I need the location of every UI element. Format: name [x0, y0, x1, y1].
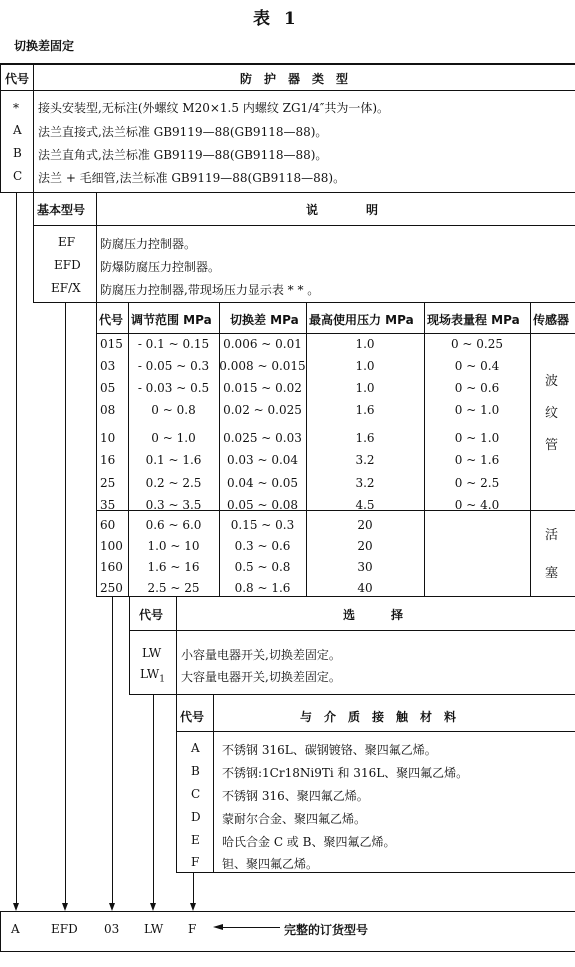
material-text: 哈氏合金 C 或 B、聚四氟乙烯。 — [222, 835, 396, 849]
range-cell-diff: 0.15 ~ 0.3 — [230, 518, 295, 532]
range-cell-diff: 0.3 ~ 0.6 — [234, 539, 291, 553]
range-cell-adjust: 0.2 ~ 2.5 — [145, 476, 202, 490]
range-cell-diff: 0.05 ~ 0.08 — [226, 498, 299, 512]
arrow-down-icon — [13, 903, 19, 911]
range-header-sensor: 传感器 — [533, 313, 570, 327]
range-cell-code: 160 — [100, 560, 123, 574]
range-cell-diff: 0.015 ~ 0.02 — [223, 381, 302, 395]
switch-header-code: 代号 — [139, 608, 164, 622]
basic-code: EF — [58, 235, 76, 249]
range-cell-diff: 0.03 ~ 0.04 — [226, 453, 299, 467]
basic-header-code: 基本型号 — [37, 203, 86, 217]
range-cell-code: 100 — [100, 539, 123, 553]
range-header-maxpressure: 最高使用压力 MPa — [309, 313, 414, 327]
range-cell-adjust: 0.6 ~ 6.0 — [145, 518, 202, 532]
basic-code: EFD — [54, 258, 81, 272]
switch-code: LW — [142, 646, 162, 660]
range-cell-diff: 0.006 ~ 0.01 — [223, 337, 302, 351]
range-cell-diff: 0.008 ~ 0.015 — [219, 359, 306, 373]
sensor-bellows-char: 纹 — [545, 406, 559, 421]
order-label: 完整的订货型号 — [284, 923, 369, 937]
protector-code: * — [13, 101, 19, 115]
range-cell-maxpressure: 40 — [357, 581, 373, 595]
protector-code: B — [13, 146, 22, 160]
protector-header-title: 防 护 器 类 型 — [240, 72, 349, 86]
order-part: EFD — [51, 922, 78, 936]
range-cell-diff: 0.02 ~ 0.025 — [223, 403, 302, 417]
range-cell-adjust: 1.0 ~ 10 — [147, 539, 200, 553]
basic-header-title: 说 明 — [306, 203, 379, 217]
range-cell-code: 16 — [100, 453, 116, 467]
range-cell-adjust: 0 ~ 1.0 — [151, 431, 196, 445]
switch-text: 小容量电器开关,切换差固定。 — [181, 648, 341, 662]
table-title: 表 1 — [253, 9, 300, 29]
sensor-bellows-char: 波 — [545, 374, 559, 389]
material-code: A — [191, 741, 200, 755]
range-cell-code: 05 — [100, 381, 116, 395]
material-header-code: 代号 — [180, 710, 205, 724]
range-cell-adjust: 2.5 ~ 25 — [147, 581, 200, 595]
range-cell-diff: 0.025 ~ 0.03 — [223, 431, 302, 445]
basic-text: 防爆防腐压力控制器。 — [100, 260, 221, 274]
range-cell-adjust: 1.6 ~ 16 — [147, 560, 200, 574]
sensor-bellows-char: 管 — [545, 438, 559, 453]
range-cell-code: 10 — [100, 431, 116, 445]
range-cell-adjust: 0.1 ~ 1.6 — [145, 453, 202, 467]
material-text: 不锈钢:1Cr18Ni9Ti 和 316L、聚四氟乙烯。 — [222, 766, 469, 780]
material-code: F — [191, 855, 200, 869]
range-cell-code: 08 — [100, 403, 116, 417]
range-cell-adjust: - 0.05 ~ 0.3 — [137, 359, 210, 373]
switch-header-title: 选 择 — [343, 608, 404, 622]
material-code: E — [191, 833, 200, 847]
range-cell-code: 015 — [100, 337, 123, 351]
range-cell-gauge: 0 ~ 1.6 — [454, 453, 500, 467]
range-cell-maxpressure: 20 — [357, 539, 373, 553]
range-cell-maxpressure: 1.6 — [355, 431, 375, 445]
order-part: A — [11, 922, 20, 936]
range-cell-maxpressure: 3.2 — [355, 453, 375, 467]
switch-text: 大容量电器开关,切换差固定。 — [181, 670, 341, 684]
range-cell-gauge: 0 ~ 2.5 — [454, 476, 500, 490]
range-cell-adjust: - 0.1 ~ 0.15 — [137, 337, 210, 351]
material-header-title: 与 介 质 接 触 材 料 — [300, 710, 457, 724]
material-code: D — [191, 810, 201, 824]
range-cell-adjust: 0 ~ 0.8 — [151, 403, 196, 417]
arrow-down-icon — [109, 903, 115, 911]
range-cell-maxpressure: 20 — [357, 518, 373, 532]
range-cell-maxpressure: 1.0 — [355, 337, 375, 351]
switch-code — [140, 667, 165, 684]
order-pointer-line — [222, 927, 280, 928]
range-cell-maxpressure: 1.6 — [355, 403, 375, 417]
material-code: C — [191, 787, 201, 801]
protector-code: C — [13, 169, 23, 183]
protector-text: 接头安装型,无标注(外螺纹 M20×1.5 内螺纹 ZG1/4″共为一体)。 — [38, 101, 390, 115]
range-cell-adjust: - 0.03 ~ 0.5 — [137, 381, 210, 395]
range-header-adjust: 调节范围 MPa — [131, 313, 212, 327]
protector-text: 法兰 + 毛细管,法兰标准 GB9119—88(GB9118—88)。 — [38, 171, 346, 185]
arrow-down-icon — [62, 903, 68, 911]
range-cell-code: 250 — [100, 581, 123, 595]
basic-text: 防腐压力控制器。 — [100, 237, 197, 251]
material-text: 不锈钢 316L、碳钢镀铬、聚四氟乙烯。 — [222, 743, 437, 757]
range-header-code: 代号 — [99, 313, 124, 327]
material-text: 钽、聚四氟乙烯。 — [222, 857, 319, 871]
range-cell-maxpressure: 3.2 — [355, 476, 375, 490]
range-cell-diff: 0.5 ~ 0.8 — [234, 560, 291, 574]
range-cell-maxpressure: 1.0 — [355, 381, 375, 395]
range-header-diff: 切换差 MPa — [230, 313, 299, 327]
order-part: LW — [144, 922, 164, 936]
range-header-gauge: 现场表量程 MPa — [427, 313, 520, 327]
range-cell-gauge: 0 ~ 0.25 — [450, 337, 504, 351]
range-cell-code: 25 — [100, 476, 116, 490]
arrow-down-icon — [150, 903, 156, 911]
switch-code-main: LW — [140, 667, 160, 681]
material-text: 不锈钢 316、聚四氟乙烯。 — [222, 789, 369, 803]
range-cell-code: 03 — [100, 359, 116, 373]
order-part: 03 — [104, 922, 120, 936]
range-cell-code: 60 — [100, 518, 116, 532]
sensor-piston-char: 活 — [545, 528, 559, 543]
table-subtitle: 切换差固定 — [14, 39, 75, 53]
range-cell-diff: 0.8 ~ 1.6 — [234, 581, 291, 595]
sensor-piston-char: 塞 — [545, 566, 559, 581]
range-cell-gauge: 0 ~ 0.6 — [454, 381, 500, 395]
range-cell-diff: 0.04 ~ 0.05 — [226, 476, 299, 490]
protector-text: 法兰直接式,法兰标准 GB9119—88(GB9118—88)。 — [38, 125, 328, 139]
range-cell-maxpressure: 4.5 — [355, 498, 375, 512]
range-cell-maxpressure: 30 — [357, 560, 373, 574]
range-cell-adjust: 0.3 ~ 3.5 — [145, 498, 202, 512]
material-code: B — [191, 764, 200, 778]
arrow-down-icon — [190, 903, 196, 911]
material-text: 蒙耐尔合金、聚四氟乙烯。 — [222, 812, 367, 826]
protector-header-code: 代号 — [5, 72, 30, 86]
range-cell-gauge: 0 ~ 1.0 — [454, 431, 500, 445]
protector-text: 法兰直角式,法兰标准 GB9119—88(GB9118—88)。 — [38, 148, 328, 162]
range-cell-gauge: 0 ~ 0.4 — [454, 359, 500, 373]
order-part: F — [188, 922, 197, 936]
range-cell-code: 35 — [100, 498, 116, 512]
range-cell-maxpressure: 1.0 — [355, 359, 375, 373]
basic-text: 防腐压力控制器,带现场压力显示表 * * 。 — [100, 283, 320, 297]
range-cell-gauge: 0 ~ 4.0 — [454, 498, 500, 512]
range-cell-gauge: 0 ~ 1.0 — [454, 403, 500, 417]
switch-code-sub: 1 — [159, 674, 165, 685]
basic-code: EF/X — [51, 281, 81, 295]
protector-code: A — [13, 123, 22, 137]
